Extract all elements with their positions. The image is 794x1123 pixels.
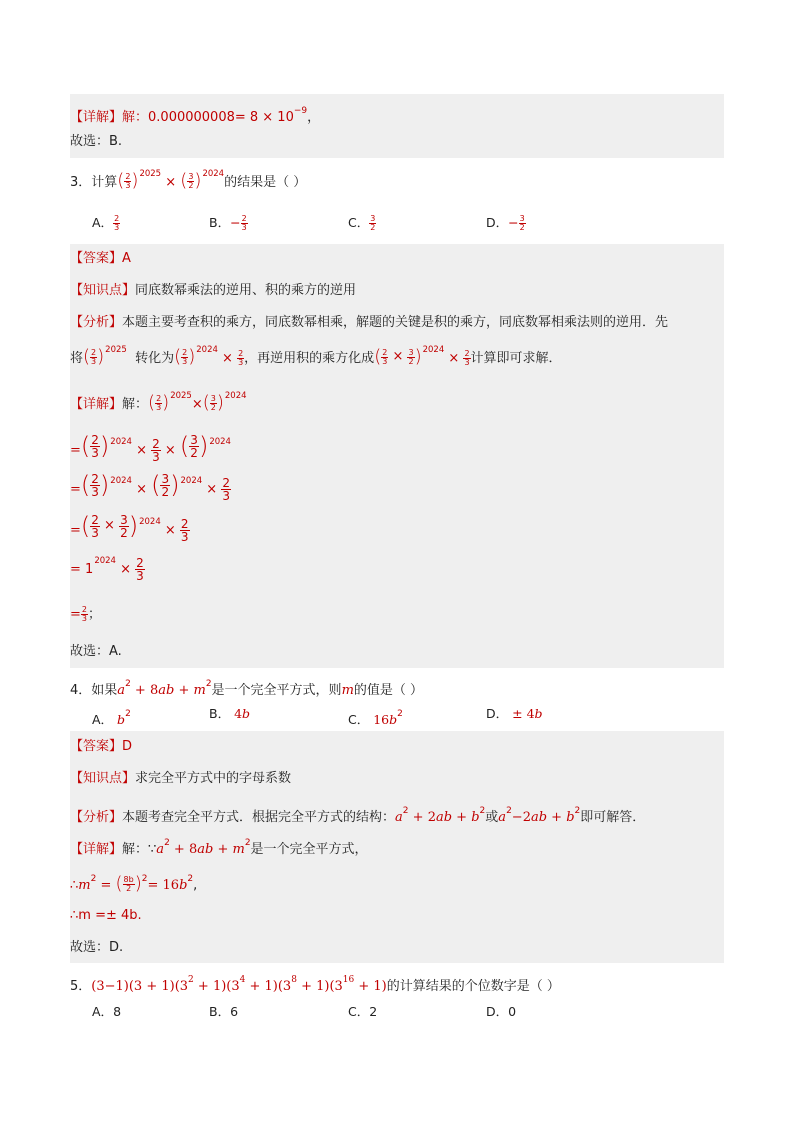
fraction: $\frac{2}{3}$	[464, 349, 470, 367]
q4-detail-line-3	[70, 903, 724, 929]
knowledge-tag: 【知识点】	[70, 283, 136, 298]
knowledge-tag: 【知识点】	[70, 771, 136, 786]
fraction-three-halves: ( $\frac{3}{2}$ )	[202, 392, 224, 413]
q3-step-2: = ( $\frac{2}{3}$ ) $^{2024}$ × $\frac{2}{3}$ × ( $\frac{3}{2}$ ) $^{2024}$	[70, 432, 231, 464]
q3-option-c	[348, 212, 376, 234]
analysis-tag: 【分析】	[70, 810, 123, 825]
analysis-text: 转化为	[135, 351, 175, 366]
analysis-text: 计算即可求解．	[470, 351, 562, 366]
q4-option-d: D． ± 4b	[486, 706, 543, 721]
stem-text: 如果	[91, 683, 118, 698]
times-sign: ×	[222, 351, 233, 366]
q3-detail-line-1: 【详解】解： ( $\frac{2}{3}$ ) $^{2025}$× ( $\frac{3}{2}$ ) $^{2024}$	[70, 390, 724, 416]
q2-choice-line	[70, 129, 724, 155]
detail-text: 解：	[122, 397, 149, 412]
option-letter: D．	[486, 215, 509, 230]
q5-option-a	[92, 1001, 121, 1023]
answer-tag: 【答案】	[70, 251, 123, 266]
choice-label: 故选：D.	[70, 940, 124, 955]
numerator: 3	[370, 214, 376, 223]
option-letter: B．	[209, 1004, 231, 1019]
q4-option-c: C． $16b^2$	[348, 709, 403, 727]
q4-analysis-line: 【分析】本题考查完全平方式．根据完全平方式的结构：$a^2 + 2ab + b^2$或$a^2-2ab + b^2$即可解答．	[70, 806, 646, 825]
stem-text-end: 的结果是（ ）	[224, 175, 307, 190]
fraction-two-thirds: ( $\frac{2}{3}$ )	[83, 346, 105, 367]
option-fraction	[519, 215, 526, 232]
question-number: 5．	[70, 979, 92, 994]
exponent: 2024	[224, 391, 247, 401]
exponent: 2024	[202, 169, 225, 179]
analysis-text: 即可解答．	[580, 810, 646, 825]
detail-text: 解：0.000000008= 8 × 10	[122, 110, 294, 125]
analysis-text: 将	[70, 351, 84, 366]
detail-end: ，	[307, 110, 321, 125]
option-value: 2	[369, 1004, 378, 1019]
exponent: 2024	[94, 556, 116, 566]
detail-tag: 【详解】	[70, 842, 123, 857]
stem-text-end: 的计算结果的个位数字是（ ）	[386, 979, 560, 994]
analysis-text: 或	[485, 810, 499, 825]
q4-option-a: A． $b^2$	[92, 709, 131, 727]
exponent: 2024	[209, 437, 231, 447]
numerator: 2	[241, 214, 247, 223]
option-sign: −	[508, 215, 519, 230]
detail-text: 解：∵	[122, 842, 157, 857]
times-sign: ×	[165, 175, 177, 190]
exponent: 2025	[139, 169, 162, 179]
fraction-two-thirds: ( $\frac{2}{3}$ )	[117, 170, 139, 191]
analysis-text: 本题考查完全平方式．根据完全平方式的结构：	[122, 810, 396, 825]
product-group: ( $\frac{2}{3}$ × $\frac{3}{2}$ )	[374, 346, 422, 367]
q3-step-4: = ( $\frac{2}{3}$ × $\frac{3}{2}$ ) $^{2024}$ × $\frac{2}{3}$	[70, 512, 189, 544]
denominator: 3	[241, 223, 247, 232]
option-letter: C．	[348, 215, 370, 230]
q5-option-d	[486, 1001, 516, 1023]
stem-text: 是一个完全平方式，则	[211, 683, 342, 698]
answer-value: A	[122, 251, 131, 266]
fraction-two-thirds: ( $\frac{2}{3}$ )	[148, 392, 170, 413]
choice-label: 故选：B.	[70, 134, 123, 149]
q3-step-6: = $\frac{2}{3}$ ；	[70, 605, 102, 623]
stem-text: 计算	[91, 175, 118, 190]
q3-knowledge-line	[70, 278, 724, 304]
question-number: 3．	[70, 175, 92, 190]
question-number: 4．	[70, 683, 92, 698]
denominator: 2	[126, 883, 132, 893]
exponent: 2024	[422, 345, 445, 355]
q5-stem: 5．$(3-1)(3 + 1)(3^2 + 1)(3^4 + 1)(3^8 + 1)(3^{16} + 1)$的计算结果的个位数字是（ ）	[70, 975, 560, 994]
detail-exponent: −9	[293, 106, 308, 116]
q4-knowledge-line	[70, 766, 724, 792]
numerator: 2	[114, 214, 120, 223]
exponent: 2024	[139, 517, 161, 527]
q4-option-b: B． 4b	[209, 706, 251, 721]
answer-value: D	[122, 739, 133, 754]
q4-detail-line-1: 【详解】解：$\because a^2 + 8ab + m^2$是一个完全平方式，	[70, 838, 368, 857]
option-value: 8	[113, 1004, 122, 1019]
option-letter: A．	[92, 215, 114, 230]
q3-analysis-line-2: 将 ( $\frac{2}{3}$ ) $^{2025}$ 转化为 ( $\frac{2}{3}$ ) $^{2024}$ × $\frac{2}{3}$ ，再逆用积的乘方化成 ( $\frac{2}{3}$ × $\frac{3}{2}$ ) $^{2024}$ × $\frac{2}{3}$ 计算即可求解．	[70, 344, 724, 370]
result-text: = 16	[147, 878, 180, 893]
option-letter: B．	[209, 706, 231, 721]
option-value: 0	[508, 1004, 517, 1019]
q3-analysis-line-1	[70, 310, 724, 336]
exponent: 2024	[196, 345, 218, 355]
option-fraction	[113, 215, 120, 232]
option-fraction	[369, 215, 376, 232]
choice-label: 故选：A.	[70, 644, 122, 659]
option-letter: C．	[348, 712, 370, 727]
detail-text: 是一个完全平方式，	[250, 842, 368, 857]
q4-answer-line	[70, 734, 724, 760]
option-letter: B．	[209, 215, 231, 230]
answer-tag: 【答案】	[70, 739, 123, 754]
stem-text-end: 的值是（ ）	[353, 683, 424, 698]
option-sign: −	[230, 215, 241, 230]
q3-option-b	[209, 212, 248, 234]
q3-option-a	[92, 212, 120, 234]
exponent: 2024	[180, 476, 203, 486]
q3-stem	[70, 168, 306, 194]
numerator: 3	[519, 214, 525, 223]
option-fraction	[241, 215, 248, 232]
q3-answer-line	[70, 246, 724, 272]
option-letter: D．	[486, 1004, 509, 1019]
therefore-sign: ∴	[70, 878, 79, 893]
q3-choice-line	[70, 639, 724, 665]
exponent: 2025	[105, 345, 127, 355]
knowledge-text: 同底数幂乘法的逆用、积的乘方的逆用	[135, 283, 357, 298]
exponent: 2024	[110, 476, 132, 486]
q4-choice-line	[70, 935, 724, 961]
exponent: 2024	[110, 437, 132, 447]
knowledge-text: 求完全平方式中的字母系数	[135, 771, 292, 786]
result-text: ∴m =± 4b.	[70, 908, 142, 923]
option-letter: D．	[486, 706, 509, 721]
detail-tag: 【详解】	[70, 110, 123, 125]
denominator: 2	[370, 223, 376, 232]
q3-step-5: = $1^{2024}$ × $\frac{2}{3}$	[70, 556, 144, 583]
base-one: 1	[85, 562, 94, 577]
analysis-text: 本题主要考查积的乘方，同底数幂相乘，解题的关键是积的乘方，同底数幂相乘法则的逆用．先	[122, 315, 669, 330]
option-letter: A．	[92, 1004, 114, 1019]
exponent: 2025	[170, 391, 192, 401]
q3-option-d	[486, 212, 526, 234]
q5-option-b	[209, 1001, 238, 1023]
q3-step-3: = ( $\frac{2}{3}$ ) $^{2024}$ × ( $\frac{3}{2}$ ) $^{2024}$ × $\frac{2}{3}$	[70, 471, 230, 503]
q5-option-c	[348, 1001, 377, 1023]
q4-stem: 4．如果$a^2 + 8ab + m^2$是一个完全平方式，则m的值是（ ）	[70, 679, 424, 698]
fraction: $\frac{2}{3}$	[238, 349, 244, 367]
semicolon: ；	[88, 607, 102, 622]
option-letter: A．	[92, 712, 114, 727]
denominator: 3	[114, 223, 120, 232]
q2-detail-line	[70, 98, 724, 124]
option-value: 6	[230, 1004, 239, 1019]
option-letter: C．	[348, 1004, 370, 1019]
fraction-three-halves: ( $\frac{3}{2}$ )	[180, 170, 202, 191]
q4-detail-line-2: $\therefore m^2$ = ( $\frac{8b}{2}$ ) $^2= 16b^2$,	[70, 873, 198, 894]
numerator: 8b	[123, 874, 134, 884]
analysis-tag: 【分析】	[70, 315, 123, 330]
analysis-text: ，再逆用积的乘方化成	[244, 351, 375, 366]
denominator: 2	[519, 223, 525, 232]
detail-tag: 【详解】	[70, 397, 123, 412]
fraction-two-thirds: ( $\frac{2}{3}$ )	[174, 346, 196, 367]
